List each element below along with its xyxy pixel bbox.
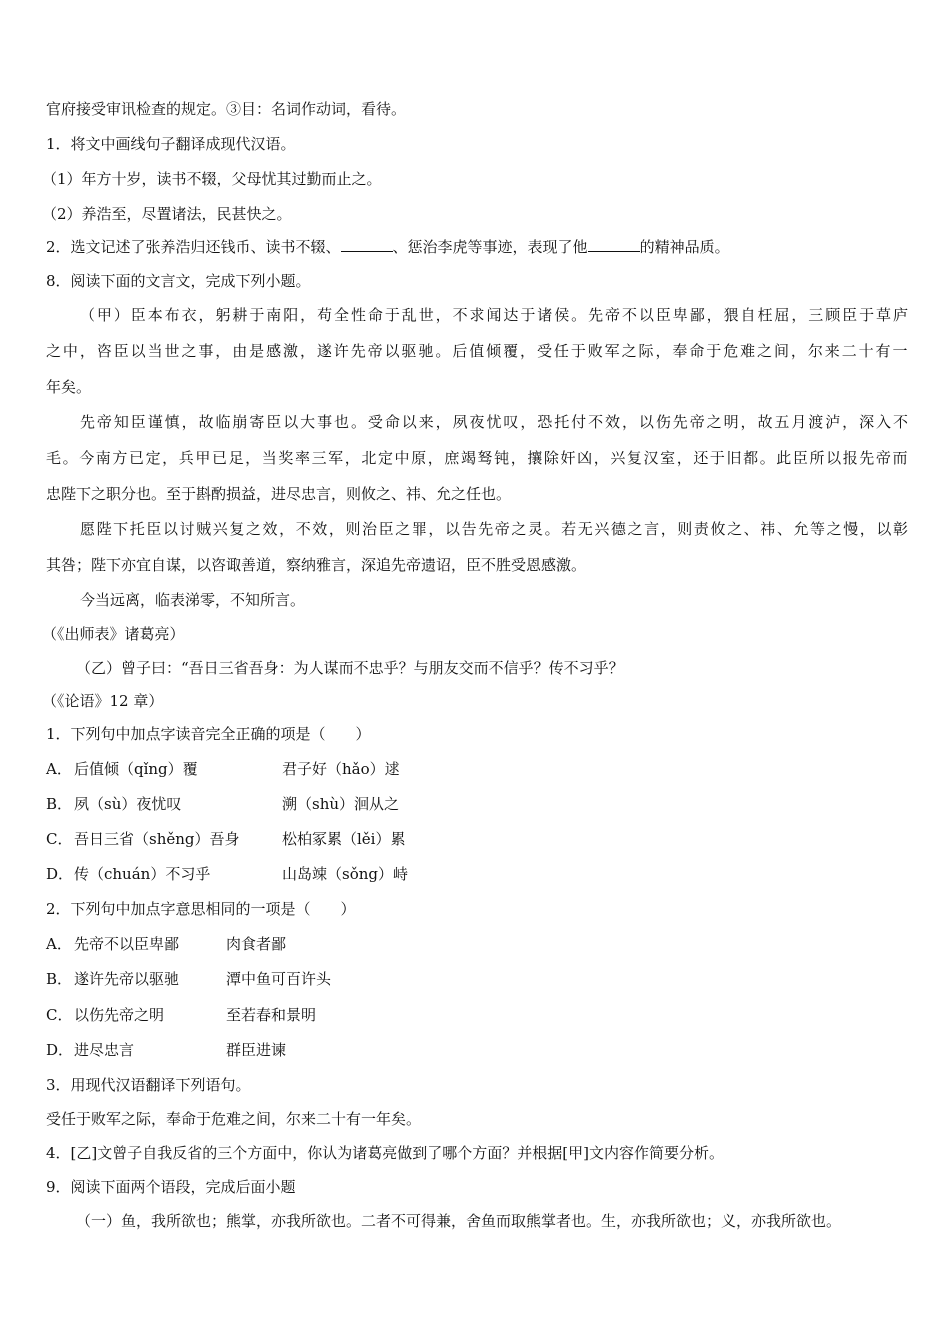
source-citation-chushibiao: （《出师表》诸葛亮）	[42, 625, 185, 643]
question-3-stem: 3．用现代汉语翻译下列语句。	[46, 1076, 251, 1094]
question-2-fill-blank	[46, 236, 730, 258]
passage-jia-line-2: 之中，咨臣以当世之事，由是感激，遂许先帝以驱驰。后值倾覆，受任于败军之际，奉命于危难之间，尔来二十有一	[46, 342, 908, 360]
q1-option-c[interactable]	[46, 828, 406, 850]
sub-question-1: （1）年方十岁，读书不辍，父母忧其过勤而止之。	[42, 170, 382, 188]
question-2-stem: 2．下列句中加点字意思相同的一项是（ ）	[46, 900, 356, 918]
question-2-text-b: 、惩治李虎等事迹，表现了他	[392, 238, 588, 256]
option-right: 至若春和景明	[226, 1006, 317, 1024]
answer-blank-2[interactable]	[588, 237, 640, 252]
option-label: B．	[46, 795, 73, 813]
option-left: 进尽忠言	[74, 1041, 135, 1059]
option-left: 夙（sù）夜忧叹	[74, 795, 182, 813]
passage-yi: （乙）曾子曰：“吾日三省吾身：为人谋而不忠乎？与朋友交而不信乎？传不习乎？	[76, 659, 624, 677]
option-label: D．	[46, 1041, 74, 1059]
option-right: 潭中鱼可百许头	[226, 970, 332, 988]
question-3-sentence: 受任于败军之际，奉命于危难之间，尔来二十有一年矣。	[46, 1110, 422, 1128]
option-label: C．	[46, 830, 73, 848]
q2-option-a[interactable]	[46, 933, 287, 955]
option-right: 松柏冢累（lěi）累	[282, 830, 406, 848]
question-2-text-c: 的精神品质。	[639, 238, 730, 256]
note-line: 官府接受审讯检查的规定。③目：名词作动词，看待。	[46, 100, 407, 118]
passage-jia-p2-line-3: 忠陛下之职分也。至于斟酌损益，进尽忠言，则攸之、祎、允之任也。	[46, 485, 512, 503]
option-left: 后值倾（qǐng）覆	[74, 760, 198, 778]
q1-option-d[interactable]	[46, 863, 408, 885]
passage-jia-line-3: 年矣。	[46, 378, 92, 396]
option-right: 君子好（hǎo）逑	[282, 760, 400, 778]
question-8-heading: 8．阅读下面的文言文，完成下列小题。	[46, 272, 311, 290]
option-right: 溯（shù）洄从之	[282, 795, 400, 813]
option-right: 群臣进谏	[226, 1041, 287, 1059]
option-label: A．	[46, 935, 72, 953]
q1-option-b[interactable]	[46, 793, 400, 815]
question-9-heading: 9．阅读下面两个语段，完成后面小题	[46, 1178, 296, 1196]
sub-question-2: （2）养浩至，尽置诸法，民甚快之。	[42, 205, 292, 223]
q2-option-b[interactable]	[46, 968, 332, 990]
q2-option-d[interactable]	[46, 1039, 287, 1061]
q1-option-a[interactable]	[46, 758, 400, 780]
passage-jia-p2-line-2: 毛。今南方已定，兵甲已足，当奖率三军，北定中原，庶竭驽钝，攘除奸凶，兴复汉室，还于旧都。此臣所以报先帝而	[46, 449, 908, 467]
option-left: 遂许先帝以驱驰	[74, 970, 180, 988]
question-1-stem: 1．下列句中加点字读音完全正确的项是（ ）	[46, 725, 371, 743]
question-4-stem: 4．[乙]文曾子自我反省的三个方面中，你认为诸葛亮做到了哪个方面？并根据[甲]文内容作简要分析。	[46, 1144, 724, 1162]
option-left: 以伤先帝之明	[74, 1006, 165, 1024]
answer-blank-1[interactable]	[341, 237, 393, 252]
q2-option-c[interactable]	[46, 1004, 317, 1026]
passage-jia-p4: 今当远离，临表涕零，不知所言。	[80, 591, 306, 609]
option-label: B．	[46, 970, 73, 988]
passage-jia-p3-line-1: 愿陛下托臣以讨贼兴复之效，不效，则治臣之罪，以告先帝之灵。若无兴德之言，则责攸之、祎、允等之慢，以彰	[80, 520, 908, 538]
option-label: D．	[46, 865, 74, 883]
option-label: A．	[46, 760, 72, 778]
passage-one: （一）鱼，我所欲也；熊掌，亦我所欲也。二者不可得兼，舍鱼而取熊掌者也。生，亦我所欲也；义，亦我所欲也。	[76, 1212, 842, 1230]
source-citation-lunyu: （《论语》12 章）	[42, 692, 164, 710]
option-left: 先帝不以臣卑鄙	[74, 935, 180, 953]
option-right: 肉食者鄙	[226, 935, 287, 953]
passage-jia-p2-line-1: 先帝知臣谨慎，故临崩寄臣以大事也。受命以来，夙夜忧叹，恐托付不效，以伤先帝之明，故五月渡泸，深入不	[80, 413, 908, 431]
option-label: C．	[46, 1006, 73, 1024]
passage-jia-p3-line-2: 其咎；陛下亦宜自谋，以咨诹善道，察纳雅言，深追先帝遗诏，臣不胜受恩感激。	[46, 556, 587, 574]
question-1-translate: 1．将文中画线句子翻译成现代汉语。	[46, 135, 296, 153]
option-left: 传（chuán）不习乎	[74, 865, 211, 883]
option-right: 山岛竦（sǒng）峙	[282, 865, 408, 883]
option-left: 吾日三省（shěng）吾身	[74, 830, 240, 848]
question-2-text-a: 2．选文记述了张养浩归还钱币、读书不辍、	[46, 238, 341, 256]
passage-jia-line-1: （甲）臣本布衣，躬耕于南阳，苟全性命于乱世，不求闻达于诸侯。先帝不以臣卑鄙，猥自枉屈，三顾臣于草庐	[80, 306, 908, 324]
